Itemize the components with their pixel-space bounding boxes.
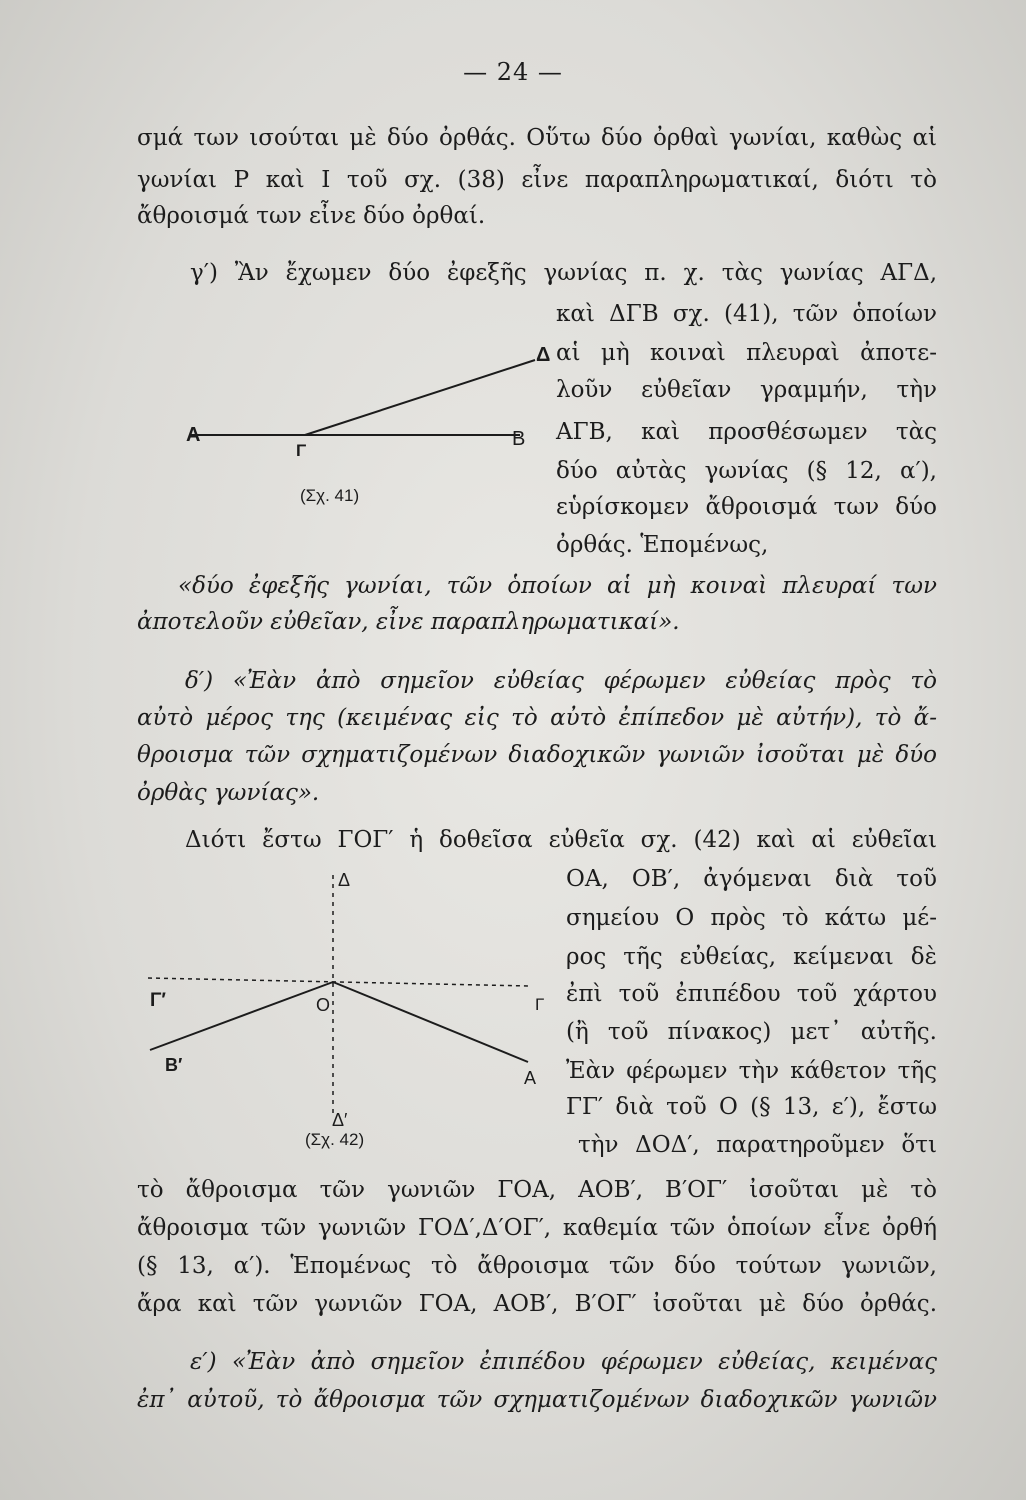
text-line: σημείου Ο πρὸς τὸ κάτω μέ- — [566, 905, 937, 931]
text-line: ΟΑ, ΟΒ′, ἀγόμεναι διὰ τοῦ — [566, 866, 937, 892]
page-number: — 24 — — [463, 58, 563, 86]
text-line: τὴν ΔΟΔ′, παρατηροῦμεν ὅτι — [578, 1132, 937, 1158]
text-line: εὑρίσκομεν ἄθροισμά των δύο — [556, 494, 937, 520]
fig42-label-Bp: Β′ — [165, 1055, 183, 1075]
fig42-label-O: Ο — [316, 995, 331, 1015]
text-line: τὸ ἄθροισμα τῶν γωνιῶν ΓΟΑ, ΑΟΒ′, Β′ΟΓ′ ἰσοῦται μὲ τὸ — [137, 1177, 937, 1203]
text-line: θροισμα τῶν σχηματιζομένων διαδοχικῶν γωνιῶν ἰσοῦται μὲ δύο — [137, 742, 937, 768]
fig42-label-A: Α — [524, 1068, 537, 1088]
fig42-label-G: Γ — [535, 995, 545, 1014]
text-line: (ἢ τοῦ πίνακος) μετ᾽ αὐτῆς. — [566, 1019, 937, 1045]
text-line: ὀρθὰς γωνίας». — [137, 780, 320, 806]
text-line: Ἐὰν φέρωμεν τὴν κάθετον τῆς — [566, 1058, 937, 1084]
theorem-line: «δύο ἐφεξῆς γωνίαι, τῶν ὁποίων αἱ μὴ κοιναὶ πλευραί των — [178, 573, 937, 599]
text-line: (§ 13, α′). Ἑπομένως τὸ ἄθροισμα τῶν δύο τούτων γωνιῶν, — [137, 1253, 937, 1279]
fig42-label-Dp: Δ′ — [332, 1110, 348, 1130]
text-line: ἄθροισμα τῶν γωνιῶν ΓΟΔ′,Δ′ΟΓ′, καθεμία τῶν ὁποίων εἶνε ὀρθή — [137, 1215, 937, 1241]
text-line: αὐτὸ μέρος της (κειμένας εἰς τὸ αὐτὸ ἐπίπεδον μὲ αὐτήν), τὸ ἄ- — [137, 705, 937, 731]
line-GD — [305, 360, 535, 435]
fig41-label-G: Γ — [296, 441, 307, 460]
text-line: λοῦν εὐθεῖαν γραμμήν, τὴν — [556, 377, 937, 403]
text-line: ρος τῆς εὐθείας, κείμεναι δὲ — [566, 944, 937, 970]
line-OA — [333, 982, 528, 1062]
text-line: ὀρθάς. Ἑπομένως, — [556, 532, 769, 558]
text-line: γωνίαι Ρ καὶ Ι τοῦ σχ. (38) εἶνε παραπληρωματικαί, διότι τὸ — [137, 167, 937, 193]
text-line: ἐπὶ τοῦ ἐπιπέδου τοῦ χάρτου — [566, 981, 937, 1007]
text-line: γ′) Ἂν ἔχωμεν δύο ἐφεξῆς γωνίας π. χ. τὰς γωνίας ΑΓΔ, — [190, 260, 937, 286]
theorem-line: ἀποτελοῦν εὐθεῖαν, εἶνε παραπληρωματικαί». — [137, 609, 680, 635]
figure-41 — [180, 335, 550, 485]
line-OBp — [150, 982, 333, 1050]
figure-42 — [140, 860, 560, 1130]
fig41-caption: (Σχ. 41) — [300, 486, 360, 505]
text-line: αἱ μὴ κοιναὶ πλευραὶ ἀποτε- — [556, 340, 937, 366]
text-line: ε′) «Ἐὰν ἀπὸ σημεῖον ἐπιπέδου φέρωμεν εὐθείας, κειμένας — [190, 1349, 937, 1375]
fig42-caption: (Σχ. 42) — [305, 1130, 365, 1149]
text-line: ΓΓ′ διὰ τοῦ Ο (§ 13, ε′), ἔστω — [566, 1094, 937, 1120]
text-line: ἄθροισμά των εἶνε δύο ὀρθαί. — [137, 203, 486, 229]
text-line: δύο αὐτὰς γωνίας (§ 12, α′), — [556, 458, 937, 484]
text-line: ἐπ᾽ αὐτοῦ, τὸ ἄθροισμα τῶν σχηματιζομένων διαδοχικῶν γωνιῶν — [137, 1387, 937, 1413]
fig41-label-D: Δ — [536, 344, 551, 366]
text-line: Διότι ἔστω ΓΟΓ′ ἡ δοθεῖσα εὐθεῖα σχ. (42) καὶ αἱ εὐθεῖαι — [185, 827, 937, 853]
text-line: ΑΓΒ, καὶ προσθέσωμεν τὰς — [556, 419, 937, 445]
fig41-label-A: Α — [186, 424, 201, 446]
fig41-label-B: Β — [512, 428, 526, 450]
text-line: ἄρα καὶ τῶν γωνιῶν ΓΟΑ, ΑΟΒ′, Β′ΟΓ′ ἰσοῦται μὲ δύο ὀρθάς. — [137, 1291, 937, 1317]
text-line: σμά των ισούται μὲ δύο ὀρθάς. Οὕτω δύο ὀρθαὶ γωνίαι, καθὼς αἱ — [137, 125, 937, 151]
fig42-label-D: Δ — [338, 870, 351, 890]
fig42-label-Gp: Γ′ — [150, 990, 166, 1011]
text-line: καὶ ΔΓΒ σχ. (41), τῶν ὁποίων — [556, 301, 937, 327]
text-line: δ′) «Ἐὰν ἀπὸ σημεῖον εὐθείας φέρωμεν εὐθείας πρὸς τὸ — [185, 668, 937, 694]
